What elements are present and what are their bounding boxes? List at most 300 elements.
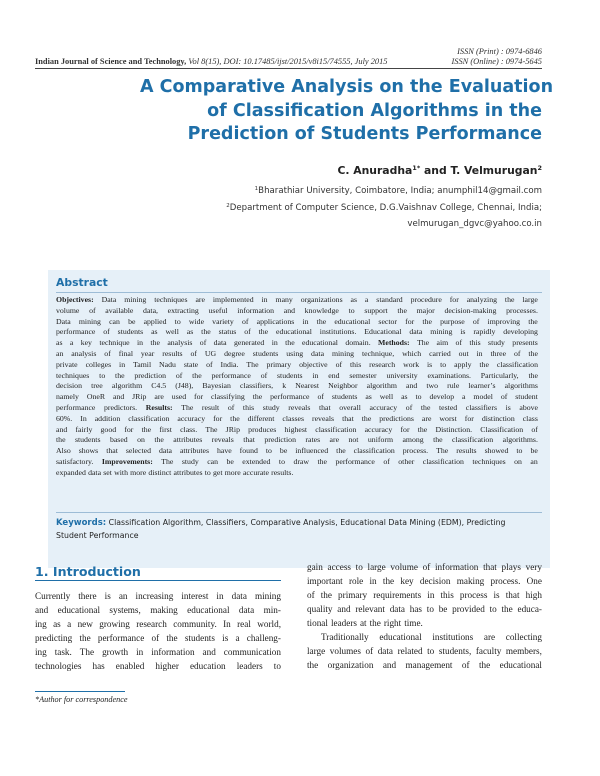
word: In [80, 413, 87, 423]
word: of [307, 590, 315, 601]
word: colleges [85, 359, 112, 369]
word: institutions [432, 632, 474, 643]
author-connector: and [420, 164, 451, 177]
word: classifiers [465, 402, 497, 412]
word: can [109, 316, 120, 326]
word: The [181, 402, 194, 412]
word: well [379, 392, 394, 402]
word: the [79, 633, 91, 644]
word: task. [54, 647, 72, 658]
word: learner’s [468, 381, 496, 391]
word: The [205, 424, 218, 434]
word: the [141, 424, 152, 434]
intro-line [307, 616, 542, 630]
abstract-label: Methods: [378, 338, 410, 348]
word: predictors. [104, 402, 138, 412]
word: classification [496, 359, 538, 369]
word: educational [275, 327, 312, 337]
word: have [216, 446, 232, 456]
word: be [128, 316, 136, 326]
word: role [348, 576, 364, 587]
word: the [252, 392, 263, 402]
word: leaders [330, 618, 357, 629]
word: Currently [35, 591, 71, 601]
word: draw [293, 456, 310, 466]
word: algorithm [111, 381, 143, 391]
word: an [530, 456, 538, 466]
title-line-3: Prediction of Students Performance [187, 124, 542, 144]
abstract-line [56, 327, 538, 338]
word: applied [143, 316, 167, 326]
word: the [382, 576, 395, 587]
word: data [377, 646, 393, 657]
word: India. [220, 359, 239, 369]
word: develop [429, 392, 455, 402]
word: analysis [71, 348, 97, 358]
word: objective [299, 359, 328, 369]
word: the [528, 348, 538, 358]
word: data [238, 605, 255, 616]
word: get [213, 467, 223, 477]
word: showed [484, 446, 509, 456]
abstract-line [56, 435, 538, 446]
word: in [261, 295, 268, 304]
abstract-line [56, 392, 538, 403]
word: community. [173, 619, 217, 630]
word: technique [99, 338, 130, 348]
word: educational [187, 605, 230, 616]
abstract-line [56, 414, 538, 425]
word: accuracy [369, 402, 398, 412]
intro-left-column [35, 589, 281, 673]
word: be [530, 446, 538, 456]
author-list [337, 164, 542, 177]
word: the [285, 338, 295, 348]
word: of [103, 327, 110, 337]
word: extended [242, 456, 271, 466]
word: more [130, 467, 147, 477]
word: domain. [345, 338, 371, 348]
word: process [459, 590, 488, 601]
word: are [483, 632, 496, 643]
word: of [461, 660, 470, 671]
word: Nearest [295, 381, 320, 391]
word: to [265, 446, 272, 456]
word: analysis [167, 338, 193, 348]
word: classification [353, 446, 395, 456]
word: to [440, 359, 447, 369]
word: to [99, 370, 106, 380]
word: the [361, 413, 372, 423]
word: the [478, 660, 491, 671]
word: large [522, 295, 538, 304]
word: as [53, 619, 61, 630]
word: and [283, 305, 295, 315]
word: aim [436, 338, 449, 348]
word: large [307, 646, 326, 657]
word: with [114, 467, 128, 477]
word: is [505, 402, 511, 412]
word: students [277, 370, 303, 380]
word: of [199, 338, 207, 348]
keywords-line-1 [56, 517, 538, 530]
word: to [278, 456, 285, 466]
word: overall [339, 402, 361, 412]
word: technologies [35, 661, 82, 672]
word: communication [223, 647, 281, 658]
word: data [213, 338, 227, 348]
footnote: *Author for correspondence [35, 695, 128, 704]
abstract-line [56, 306, 538, 317]
word: attributes [173, 467, 203, 477]
word: performance [335, 456, 375, 466]
word: 60%. [56, 413, 73, 423]
word: of [89, 305, 96, 315]
word: standard [376, 295, 403, 304]
word: interest [181, 591, 209, 601]
word: faculty [475, 646, 502, 657]
word: classification [128, 413, 170, 423]
word: mining [78, 316, 101, 326]
word: systems, [109, 605, 141, 616]
word: related [397, 646, 423, 657]
word: is [493, 590, 500, 601]
word: Bayesian [202, 381, 231, 391]
word: for [449, 295, 459, 304]
word: classification [452, 435, 494, 445]
word: tional [307, 618, 328, 629]
intro-line [307, 644, 542, 658]
word: attributes [173, 435, 203, 445]
word: among [402, 435, 424, 445]
word: a [462, 392, 466, 402]
word: two [426, 381, 439, 391]
word: min- [263, 605, 281, 616]
intro-line [35, 645, 281, 659]
word: data, [143, 305, 158, 315]
word: The [246, 359, 259, 369]
keywords-text-1: Classification Algorithm, Classifiers, Comparative Analysis, Educational Data Mining (EDM), Predicting [108, 518, 506, 527]
word: are [195, 295, 205, 304]
word: C4.5 [151, 381, 167, 391]
word: good [100, 424, 117, 434]
word: the [154, 435, 164, 445]
word: of [365, 646, 374, 657]
word: provided [452, 604, 485, 615]
word: real [237, 619, 251, 630]
word: a [69, 338, 74, 348]
word: growth [102, 647, 129, 658]
word: can [207, 456, 219, 466]
word: higher [155, 661, 179, 672]
word: time. [404, 618, 423, 629]
word: that [106, 446, 118, 456]
word: accuracy [177, 413, 206, 423]
word: more [224, 467, 241, 477]
word: results [162, 348, 183, 358]
word: educational [334, 316, 371, 326]
word: purpose [440, 316, 465, 326]
word: classification [422, 456, 464, 466]
word: worst [439, 413, 457, 423]
word: Neighbor [328, 381, 358, 391]
word: examinations. [427, 370, 471, 380]
word: data [158, 446, 172, 456]
word: in [136, 338, 144, 348]
word: accurate [242, 467, 269, 477]
footnote-rule [35, 691, 125, 692]
word: of [472, 316, 480, 326]
word: in [427, 590, 435, 601]
word: degree [224, 348, 245, 358]
affiliation-1-text: Bharathiar University, Coimbatore, India; anumphil14@gmail.com [258, 186, 542, 196]
word: to [355, 562, 363, 572]
word: that [505, 590, 520, 601]
word: information [237, 305, 275, 315]
word: variety [212, 316, 234, 326]
word: the [258, 327, 269, 337]
word: for [400, 424, 410, 434]
word: this [469, 338, 481, 348]
word: a [67, 619, 72, 630]
word: performance [97, 633, 145, 644]
word: growing [99, 619, 130, 630]
word: the [433, 435, 443, 445]
word: that [243, 435, 255, 445]
word: Classification [480, 424, 524, 434]
affiliation-1-mark: 1 [254, 186, 259, 192]
word: sector [378, 316, 398, 326]
keywords-text-2: Student Performance [56, 530, 139, 540]
word: new [77, 619, 93, 630]
word: presents [512, 338, 538, 348]
affiliation-2-mark: 2 [226, 203, 230, 209]
word: found [239, 446, 258, 456]
word: rapidly [473, 327, 496, 337]
word: the [56, 435, 66, 445]
word: on [137, 435, 145, 445]
word: students [331, 392, 358, 402]
intro-line [307, 602, 542, 616]
word: to [273, 661, 281, 672]
word: increasing [135, 591, 174, 601]
issn-print: ISSN (Print) : 0974-6846 [457, 47, 542, 56]
word: relevant [355, 604, 385, 615]
word: students [74, 435, 101, 445]
word: predictions [379, 413, 414, 423]
word: classes [282, 413, 305, 423]
word: making [150, 605, 178, 616]
word: other [398, 456, 415, 466]
word: In [223, 619, 231, 630]
word: semester [349, 370, 377, 380]
word: volume [390, 562, 418, 572]
word: reveals [211, 435, 234, 445]
word: for [194, 392, 204, 402]
word: as [186, 327, 194, 337]
word: many [275, 295, 293, 304]
section-heading-introduction: 1. Introduction [35, 564, 141, 579]
word: algorithms. [502, 435, 538, 445]
word: classifying [211, 392, 245, 402]
word: techniques [56, 370, 90, 380]
word: mining [254, 591, 281, 601]
word: JRip [132, 392, 147, 402]
word: study [262, 402, 280, 412]
word: has [409, 604, 423, 615]
affiliation-2-text: Department of Computer Science, D.G.Vaishnav College, Chennai, India; [229, 203, 542, 213]
word: process. [490, 576, 521, 587]
word: above [519, 402, 538, 412]
word: distinction [481, 413, 515, 423]
word: plays [501, 562, 521, 572]
word: the [336, 446, 346, 456]
word: and [35, 605, 49, 616]
word: an [118, 591, 128, 601]
word: the [320, 590, 332, 601]
word: the [504, 295, 515, 304]
abstract-line [56, 371, 538, 382]
word: of [241, 316, 249, 326]
word: management [405, 660, 453, 671]
word: students [252, 348, 279, 358]
word: data [88, 467, 102, 477]
word: highest [284, 424, 308, 434]
word: The [161, 456, 174, 466]
word: performance [211, 370, 251, 380]
abstract-line [56, 349, 538, 360]
word: processes. [506, 305, 538, 315]
word: primary [266, 359, 292, 369]
author-2: T. Velmurugan [450, 164, 538, 177]
word: decision [419, 576, 451, 587]
word: algorithm [366, 381, 397, 391]
word: implemented [212, 295, 254, 304]
word: a [364, 295, 369, 304]
word: of [422, 562, 431, 572]
abstract-line [56, 338, 538, 349]
word: The [79, 647, 95, 658]
word: analyzing [466, 295, 498, 304]
word: and [202, 647, 216, 658]
word: of [151, 633, 160, 644]
word: distinct [148, 467, 172, 477]
word: OneR [86, 392, 106, 402]
word: procedure [410, 295, 442, 304]
affiliation-2-email: velmurugan_dgvc@yahoo.co.in [407, 219, 542, 229]
intro-right-column [307, 560, 542, 672]
word: very [525, 562, 542, 572]
word: not [348, 435, 359, 445]
word: expanded [56, 467, 86, 477]
word: process. [402, 446, 429, 456]
word: as [56, 338, 63, 348]
abstract-line [56, 468, 538, 479]
word: educa- [517, 604, 542, 615]
abstract-heading: Abstract [56, 276, 108, 289]
word: that [342, 413, 354, 423]
word: students, [438, 646, 472, 657]
word: prediction [264, 435, 296, 445]
title-line-2: of Classification Algorithms in the [207, 100, 542, 121]
word: which [402, 348, 422, 358]
word: information [435, 562, 479, 572]
word: tested [439, 402, 458, 412]
word: making [456, 576, 485, 587]
author-1: C. Anuradha [337, 164, 413, 177]
word: work [403, 359, 420, 369]
word: requirements [373, 590, 422, 601]
title-line-1: A Comparative Analysis on the Evaluation [140, 77, 554, 97]
word: research [369, 359, 396, 369]
word: of [244, 327, 251, 337]
word: mining [331, 348, 355, 358]
word: primary [338, 590, 368, 601]
word: the [316, 316, 327, 326]
word: organization [327, 660, 374, 671]
word: based [109, 435, 128, 445]
word: end [328, 370, 340, 380]
affiliation-2 [226, 203, 542, 213]
word: available [105, 305, 134, 315]
word: carried [429, 348, 451, 358]
word: access [327, 562, 351, 572]
word: volume [56, 305, 80, 315]
word: using [286, 348, 304, 358]
word: influenced [295, 446, 329, 456]
word: in [136, 647, 144, 658]
word: generated [234, 338, 265, 348]
word: students [117, 327, 144, 337]
word: key [80, 338, 92, 348]
word: key [400, 576, 414, 587]
word: the [115, 370, 125, 380]
word: decision-making [444, 305, 497, 315]
word: model [473, 392, 493, 402]
word: and [112, 392, 125, 402]
word: Particularly, [480, 370, 519, 380]
word: in [476, 348, 483, 358]
word: techniques [472, 456, 506, 466]
intro-line [35, 589, 281, 603]
word: ing [35, 647, 47, 658]
word: and [56, 424, 68, 434]
word: the [528, 370, 538, 380]
word: Tamil [133, 359, 152, 369]
word: is [460, 327, 466, 337]
word: UG [204, 348, 217, 358]
journal-citation [35, 57, 387, 66]
word: an [56, 348, 64, 358]
word: set [103, 467, 112, 477]
keywords-label: Keywords: [56, 518, 107, 528]
word: namely [56, 392, 79, 402]
abstract-line [56, 403, 538, 414]
word: is [222, 633, 229, 644]
word: the [369, 618, 381, 629]
word: results [456, 446, 477, 456]
word: collecting [505, 632, 542, 643]
word: results. [271, 467, 294, 477]
word: ing [35, 619, 47, 630]
word: in [312, 370, 319, 380]
word: student [515, 392, 538, 402]
abstract-line [56, 457, 538, 468]
intro-line [307, 630, 542, 644]
word: that [483, 562, 497, 572]
word: support [364, 305, 388, 315]
paper-title [140, 76, 554, 147]
